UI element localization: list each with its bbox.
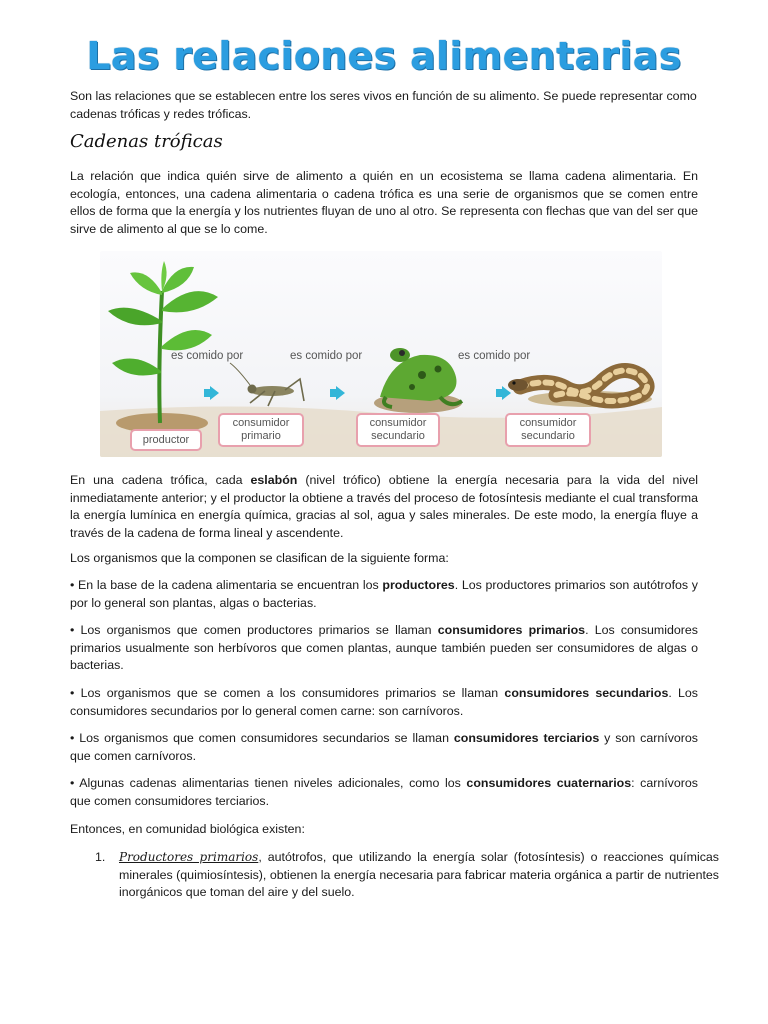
list-item: • Los organismos que comen productores primarios se llaman consumidores primarios. Los consumidores primarios usualmente son herbívoros que comen plantas, aunque también pueden ser consumidores de algas o bacterias. [70, 623, 698, 673]
plant-icon [108, 261, 218, 423]
numbered-item: 1. Productores primarios, autótrofos, que utilizando la energía solar (fotosíntesis) o reacciones químicas minerales (quimiosíntesis), obtienen la energía necesaria para fabricar materia orgánica a partir de nutrientes inorgánicos que toman del aire y del suelo. [95, 850, 719, 900]
definition-paragraph: La relación que indica quién sirve de alimento a quién en un ecosistema se llama cadena alimentaria. En ecología, entonces, una cadena alimentaria o cadena trófica es una serie de organismos que se comen entre ellos de forma que la energía y los nutrientes fluyan de uno al otro. Se representa con flechas que van del ser que sirve de alimento al que se lo come. [70, 169, 698, 236]
snake-icon [508, 371, 652, 408]
classification-intro: Los organismos que la componen se clasifican de la siguiente forma: [70, 551, 449, 565]
arrow-right-icon [210, 386, 219, 400]
section-heading: Cadenas tróficas [70, 131, 223, 152]
arrow-label: es comido por [458, 350, 531, 362]
term-productores-primarios: Productores primarios [119, 850, 259, 864]
frog-icon [374, 348, 462, 413]
list-number: 1. [95, 850, 106, 864]
label-consumidor-primario: consumidor primario [218, 413, 304, 447]
intro-paragraph: Son las relaciones que se establecen entre los seres vivos en función de su alimento. Se puede representar como cadenas tróficas y redes tróficas. [70, 89, 697, 121]
arrow-right-icon [502, 386, 511, 400]
arrow-right-icon [336, 386, 345, 400]
list-item: • Los organismos que se comen a los consumidores primarios se llaman consumidores secundarios. Los consumidores secundarios por lo general comen carne: son carnívoros. [70, 686, 698, 718]
page-title: Las relaciones alimentarias [86, 34, 682, 78]
label-consumidor-secundario: consumidor secundario [356, 413, 440, 447]
label-consumidor-secundario: consumidor secundario [505, 413, 591, 447]
food-chain-illustration [100, 251, 662, 457]
list-item: • Algunas cadenas alimentarias tienen niveles adicionales, como los consumidores cuaternarios: carnívoros que comen consumidores terciarios. [70, 776, 698, 808]
list-item: • Los organismos que comen consumidores secundarios se llaman consumidores terciarios y son carnívoros que comen carnívoros. [70, 731, 698, 763]
arrow-label: es comido por [290, 350, 363, 362]
arrow-label: es comido por [171, 350, 244, 362]
community-intro: Entonces, en comunidad biológica existen: [70, 822, 305, 836]
label-productor: productor [130, 429, 202, 451]
grasshopper-icon [230, 363, 304, 406]
trophic-level-paragraph: En una cadena trófica, cada eslabón (nivel trófico) obtiene la energía necesaria para la vida del nivel inmediatamente anterior; y el productor la obtiene a través del proceso de fotosíntesis mediante el cual transforma la energía lumínica en energía química, gracias al sol, agua y sales minerales. De este modo, la energía fluye a través de la cadena de forma lineal y ascendente. [70, 473, 698, 540]
list-item: • En la base de la cadena alimentaria se encuentran los productores. Los productores primarios son autótrofos y por lo general son plantas, algas o bacterias. [70, 578, 699, 610]
